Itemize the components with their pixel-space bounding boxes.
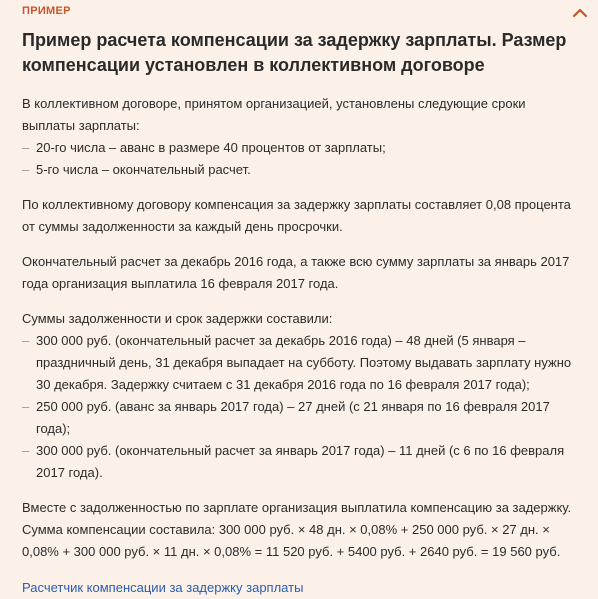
chevron-up-icon[interactable]: [572, 7, 588, 19]
list-item: – 20-го числа – аванс в размере 40 процентов от зарплаты;: [22, 137, 576, 159]
debts-intro: Суммы задолженности и срок задержки составили:: [22, 311, 333, 326]
debts-list: [22, 330, 576, 484]
compensation-rule: По коллективному договору компенсация за задержку зарплаты составляет 0,08 процента от суммы задолженности за каждый день просрочки.: [22, 197, 571, 234]
list-item: – 250 000 руб. (аванс за январь 2017 года) – 27 дней (с 21 января по 16 февраля 2017 года);: [22, 396, 576, 440]
list-dash: –: [22, 333, 30, 348]
example-tag: ПРИМЕР: [22, 5, 71, 17]
payment-terms-list: [22, 137, 576, 181]
list-dash: –: [22, 443, 30, 458]
payment-fact: Окончательный расчет за декабрь 2016 года, а также всю сумму зарплаты за январь 2017 года организация выплатила 16 февраля 2017 года.: [22, 254, 570, 291]
result-text: Вместе с задолженностью по зарплате организация выплатила компенсацию за задержку. Сумма компенсации составила: 300 000 руб. × 48 дн. × 0,08% + 250 000 руб. × 27 дн. × 0,08% + 300 000 руб. × 11 дн. × 0,08% = 11 520 руб. + 5400 руб. + 2640 руб. = 19 560 руб.: [22, 500, 572, 559]
list-item: – 300 000 руб. (окончательный расчет за декабрь 2016 года) – 48 дней (5 января – праздничный день, 31 декабря выпадает на субботу. Поэтому выдавать зарплату нужно 30 декабря. Задержку считаем с 31 декабря 2016 года по 16 февраля 2017 года);: [22, 330, 576, 396]
list-item: – 300 000 руб. (окончательный расчет за январь 2017 года) – 11 дней (с 6 по 16 февраля 2017 года).: [22, 440, 576, 484]
list-dash: –: [22, 399, 30, 414]
list-dash: –: [22, 162, 30, 177]
intro-text: В коллективном договоре, принятом организацией, установлены следующие сроки выплаты зарплаты:: [22, 96, 526, 133]
list-dash: –: [22, 140, 30, 155]
example-title: Пример расчета компенсации за задержку зарплаты. Размер компенсации установлен в коллективном договоре: [22, 30, 567, 75]
calculator-link[interactable]: Расчетчик компенсации за задержку зарплаты: [22, 580, 304, 595]
list-item: – 5-го числа – окончательный расчет.: [22, 159, 576, 181]
